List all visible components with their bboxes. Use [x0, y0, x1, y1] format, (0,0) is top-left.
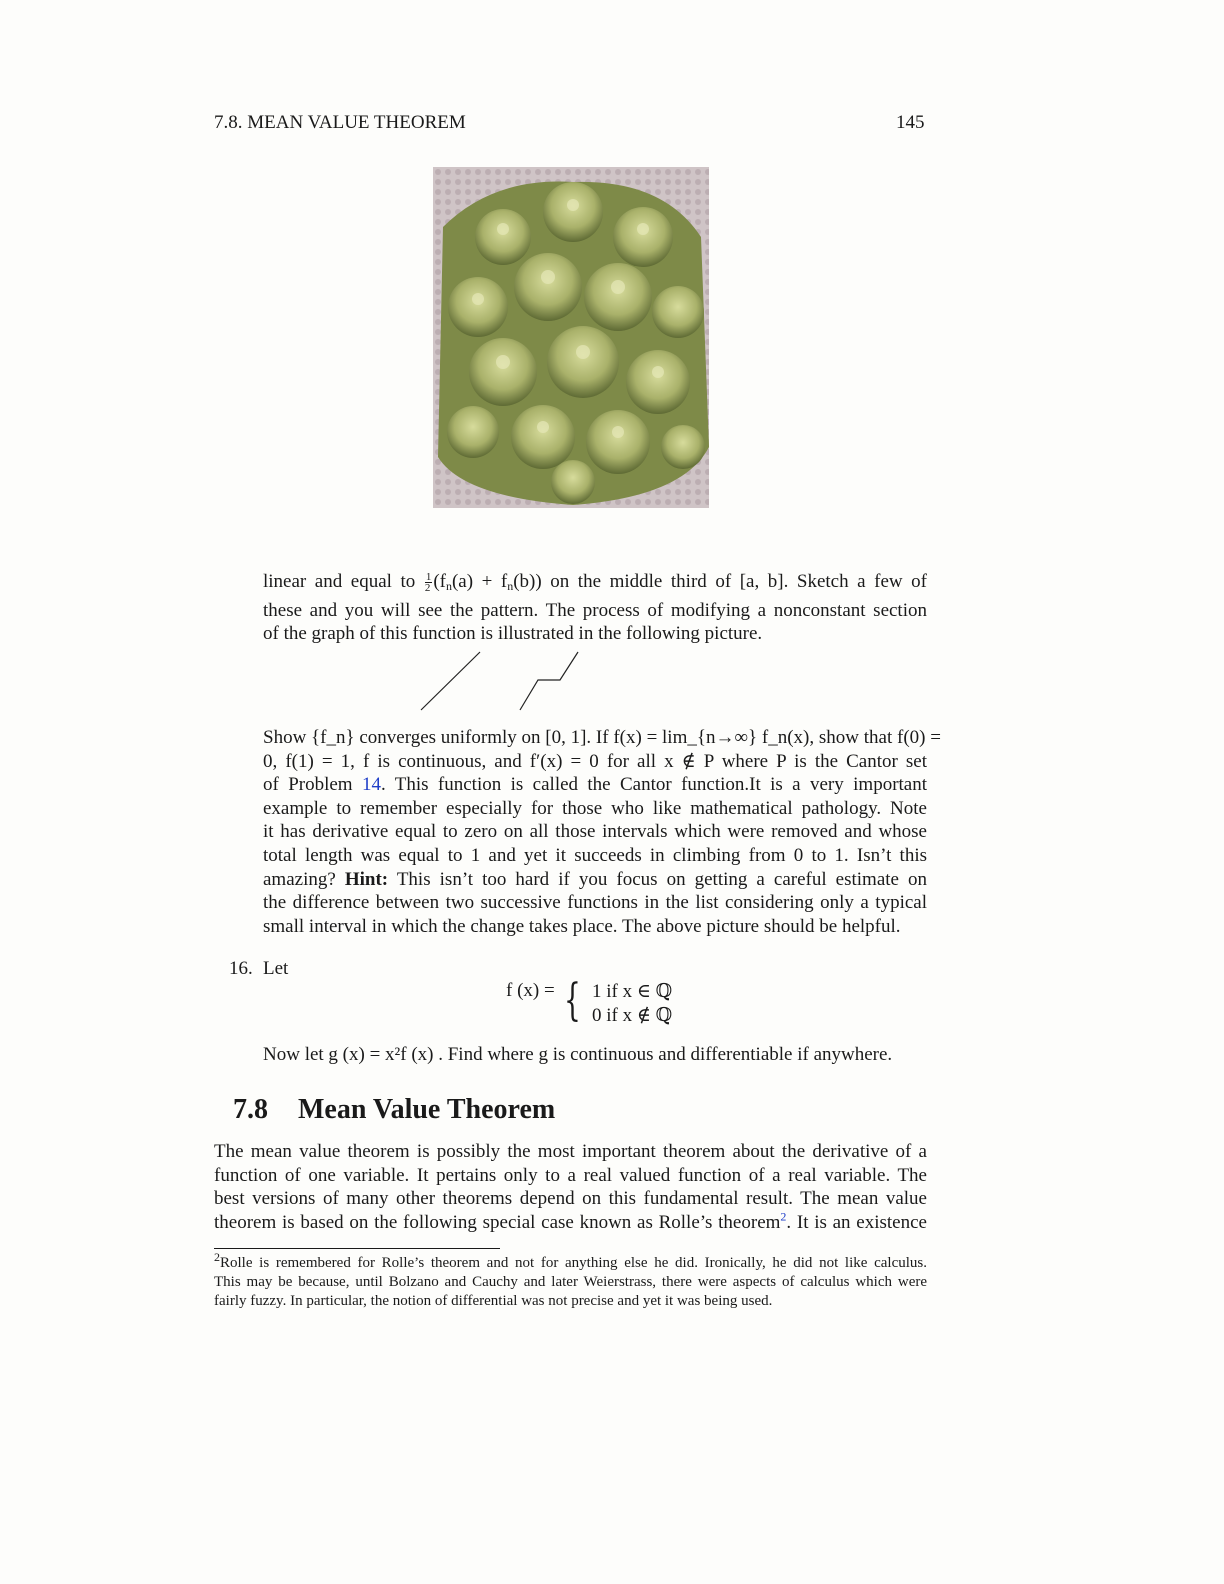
text-fragment: linear and equal to [263, 571, 416, 592]
subscript: n [507, 579, 514, 593]
para2-line2: 0, f(1) = 1, f is continuous, and f′(x) = 0 for all x ∉ P where P is the Cantor set [263, 750, 927, 772]
para2-line8: the difference between two successive functions in the list considering only a typical [263, 892, 927, 914]
fraction-denominator: 2 [424, 582, 431, 595]
para1-line1 [263, 570, 927, 599]
text-fragment: of Problem [263, 774, 353, 796]
body-line2: function of one variable. It pertains only to a real valued function of a real variable. The [214, 1164, 927, 1186]
footnote-2-link[interactable]: 2 [780, 1209, 787, 1224]
problem-14-link[interactable]: 14 [361, 774, 381, 796]
footnote-rule [214, 1248, 500, 1249]
text-fragment: This isn’t too hard if you focus on getting a careful estimate on [396, 868, 928, 890]
sketch-step-line [520, 652, 578, 710]
text-fragment: (a) + f [451, 571, 508, 592]
para1-line2: these and you will see the pattern. The process of modifying a nonconstant section [263, 599, 927, 621]
left-brace-icon: { [564, 975, 581, 1026]
para2-line5: it has derivative equal to zero on all those intervals which were removed and whose [263, 821, 927, 843]
para2-line4: example to remember especially for those who like mathematical pathology. Note [263, 797, 927, 819]
piecewise-case-2: 0 if x ∉ ℚ [592, 1005, 673, 1026]
text-fragment: theorem is based on the following special case known as Rolle’s theorem [214, 1211, 781, 1233]
fraction-numerator: 1 [425, 571, 432, 584]
hint-label: Hint: [344, 868, 389, 890]
problem-let: Let [263, 958, 289, 979]
paragraph-cantor-function [263, 726, 941, 938]
footnote [214, 1250, 927, 1311]
problem16-question: Now let g (x) = x²f (x) . Find where g is continuous and differentiable if anywhere. [263, 1044, 893, 1065]
footnote-line2: This may be because, until Bolzano and Cauchy and later Weierstrass, there were aspects of calculus which were [214, 1274, 927, 1290]
body-line4 [214, 1211, 927, 1235]
sketch-diagonal-line [421, 652, 480, 710]
para2-line9: small interval in which the change takes place. The above picture should be helpful. [263, 915, 901, 937]
running-header-section: 7.8. MEAN VALUE THEOREM [214, 112, 466, 133]
para1-line3: of the graph of this function is illustrated in the following picture. [263, 623, 763, 645]
fraction-one-half [425, 572, 433, 593]
text-fragment: (f [433, 571, 446, 592]
footnote-line3: fairly fuzzy. In particular, the notion of differential was not precise and yet it was being used. [214, 1293, 773, 1309]
piecewise-case-1: 1 if x ∈ ℚ [592, 981, 673, 1002]
footnote-line1 [214, 1250, 927, 1273]
subscript: n [445, 579, 452, 593]
para2-line1: Show {f_n} converges uniformly on [0, 1]. If f(x) = lim_{n→∞} f_n(x), show that f(0) = [263, 727, 941, 748]
para2-line7 [263, 868, 927, 892]
text-fragment: amazing? [263, 868, 336, 890]
romanesco-photo [433, 167, 709, 508]
paragraph-linear-middle-third [263, 570, 927, 646]
section-title: Mean Value Theorem [298, 1094, 556, 1125]
piecewise-lhs: f (x) = [506, 980, 555, 1001]
page-number: 145 [896, 112, 925, 133]
footnote-mark: 2 [214, 1250, 220, 1264]
section-intro-paragraph [214, 1140, 927, 1234]
section-number: 7.8 [233, 1094, 268, 1125]
para2-line6: total length was equal to 1 and yet it succeeds in climbing from 0 to 1. Isn’t this [263, 844, 927, 866]
text-fragment: . It is an existence [786, 1211, 927, 1233]
text-fragment: Rolle is remembered for Rolle’s theorem and not for anything else he did. Ironically, he did not like calculus. [220, 1255, 927, 1271]
cantor-step-sketch [410, 648, 590, 714]
body-line1: The mean value theorem is possibly the most important theorem about the derivative of a [214, 1141, 927, 1162]
text-fragment: . This function is called the Cantor function.It is a very important [380, 774, 928, 796]
body-line3: best versions of many other theorems depend on this fundamental result. The mean value [214, 1188, 927, 1210]
para2-line3 [263, 773, 927, 797]
problem-number: 16. [229, 958, 253, 979]
text-fragment: (b)) on the middle third of [a, b]. Sketch a few of [513, 571, 928, 592]
